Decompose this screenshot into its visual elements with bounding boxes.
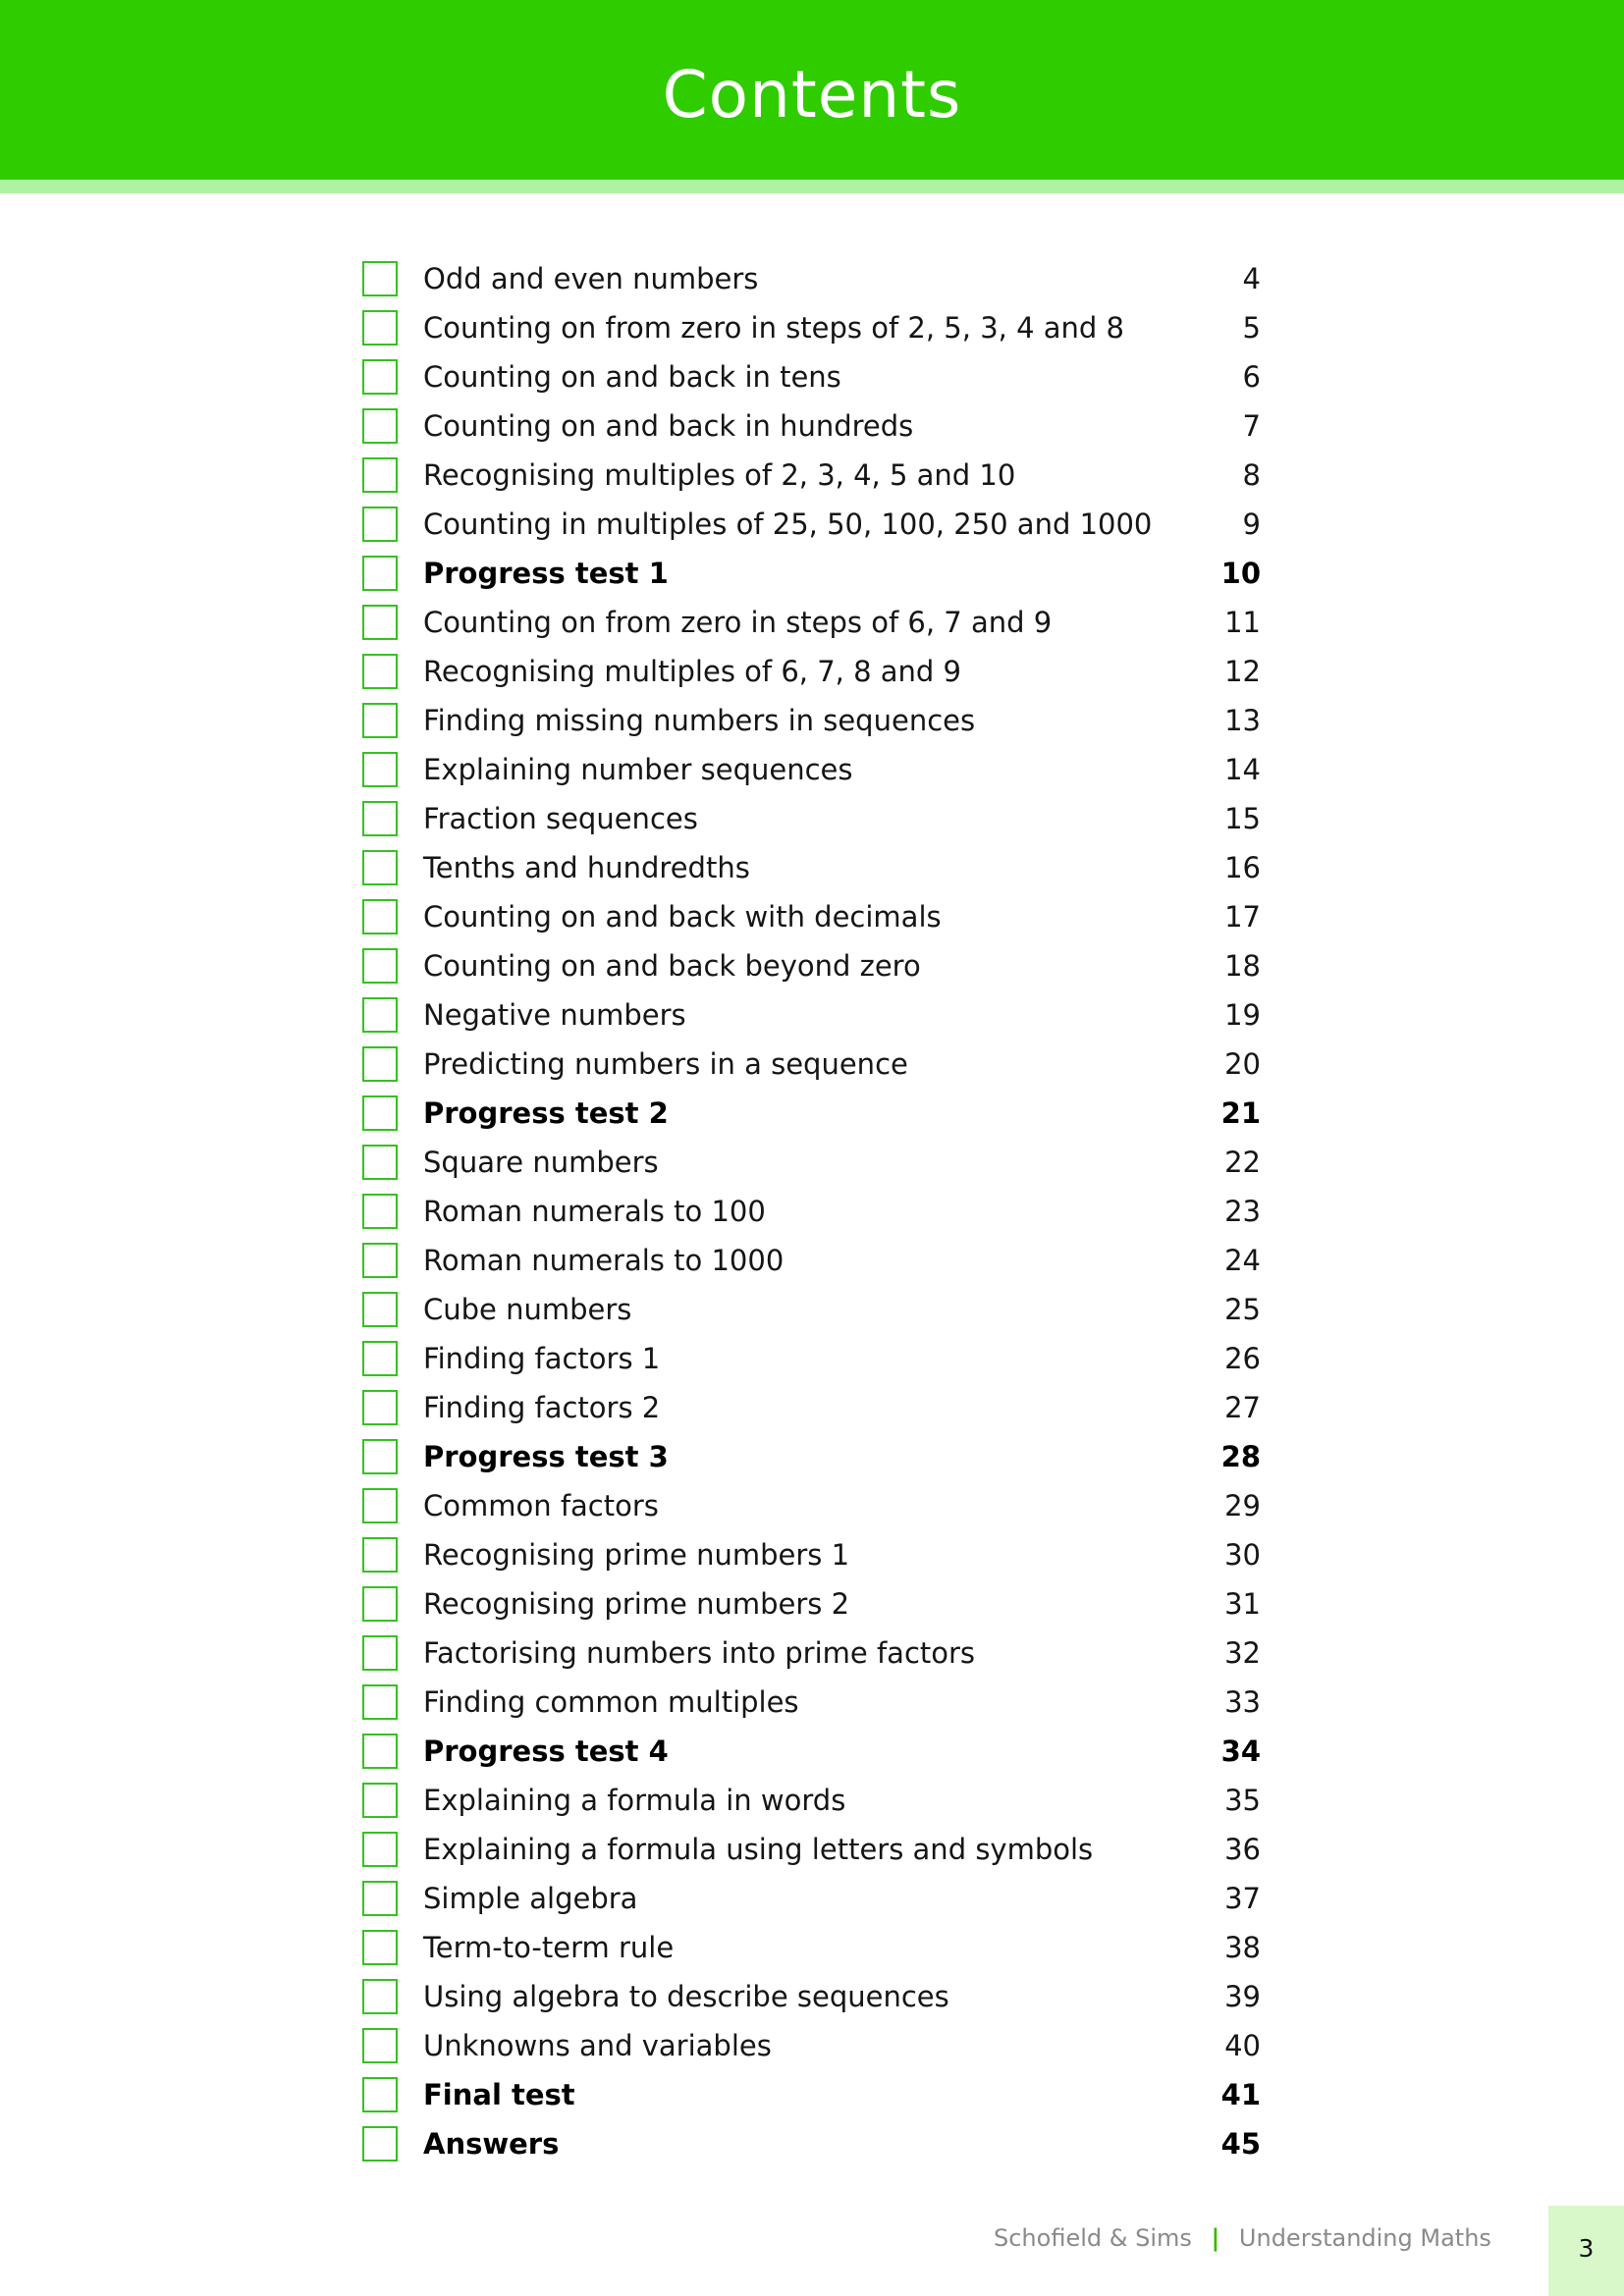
- toc-title: Counting on and back beyond zero: [423, 949, 921, 983]
- toc-row-prime-factors: [362, 1629, 1261, 1678]
- toc-row-roman-100: [362, 1187, 1261, 1236]
- toc-page-number: 7: [1242, 409, 1261, 443]
- toc-title: Final test: [423, 2078, 575, 2111]
- progress-checkbox[interactable]: [362, 1930, 398, 1965]
- toc-page-number: 23: [1224, 1195, 1261, 1228]
- progress-checkbox[interactable]: [362, 752, 398, 787]
- toc-row-square-numbers: [362, 1138, 1261, 1187]
- toc-page-number: 18: [1224, 949, 1261, 983]
- toc-page-number: 30: [1224, 1538, 1261, 1572]
- toc-title: Common factors: [423, 1489, 659, 1522]
- toc-title: Finding factors 1: [423, 1342, 661, 1375]
- toc-row-answers: [362, 2119, 1261, 2168]
- toc-row-tenths-hundredths: [362, 843, 1261, 892]
- toc-row-beyond-zero: [362, 941, 1261, 990]
- toc-row-common-factors: [362, 1481, 1261, 1530]
- toc-title: Progress test 2: [423, 1096, 669, 1130]
- progress-checkbox[interactable]: [362, 2126, 398, 2162]
- progress-checkbox[interactable]: [362, 1586, 398, 1622]
- toc-page-number: 5: [1242, 311, 1261, 345]
- toc-row-prime-numbers-1: [362, 1530, 1261, 1579]
- progress-checkbox[interactable]: [362, 1684, 398, 1720]
- toc-row-unknowns-variables: [362, 2021, 1261, 2070]
- progress-checkbox[interactable]: [362, 2077, 398, 2112]
- progress-checkbox[interactable]: [362, 1439, 398, 1474]
- toc-title: Counting on and back with decimals: [423, 900, 942, 934]
- progress-checkbox[interactable]: [362, 2028, 398, 2063]
- toc-page-number: 27: [1224, 1391, 1261, 1424]
- toc-page-number: 11: [1224, 606, 1261, 639]
- toc-page-number: 20: [1224, 1047, 1261, 1081]
- toc-title: Progress test 3: [423, 1440, 669, 1473]
- footer-separator: |: [1211, 2224, 1220, 2252]
- toc-title: Square numbers: [423, 1146, 659, 1179]
- toc-row-term-to-term: [362, 1923, 1261, 1972]
- toc-title: Counting on from zero in steps of 6, 7 and 9: [423, 606, 1053, 639]
- toc-page-number: 34: [1220, 1735, 1261, 1768]
- toc-row-counting-steps-2-5-3-4-8: [362, 303, 1261, 352]
- toc-title: Recognising multiples of 2, 3, 4, 5 and 10: [423, 458, 1016, 492]
- toc-title: Finding missing numbers in sequences: [423, 704, 976, 737]
- toc-title: Fraction sequences: [423, 802, 698, 835]
- header-stripe: [0, 180, 1624, 193]
- toc-page-number: 31: [1224, 1587, 1261, 1621]
- progress-checkbox[interactable]: [362, 1979, 398, 2014]
- toc-row-progress-test-1: [362, 549, 1261, 598]
- toc-page-number: 10: [1220, 557, 1261, 590]
- toc-page-number: 24: [1224, 1244, 1261, 1277]
- progress-checkbox[interactable]: [362, 654, 398, 689]
- toc-page-number: 4: [1242, 262, 1261, 295]
- toc-row-progress-test-3: [362, 1432, 1261, 1481]
- toc-title: Counting in multiples of 25, 50, 100, 250 and 1000: [423, 507, 1153, 541]
- toc-row-prime-numbers-2: [362, 1579, 1261, 1629]
- toc-page-number: 8: [1242, 458, 1261, 492]
- toc-row-factors-1: [362, 1334, 1261, 1383]
- toc-page-number: 15: [1224, 802, 1261, 835]
- table-of-contents: [362, 254, 1261, 2168]
- toc-page-number: 38: [1224, 1931, 1261, 1964]
- toc-row-multiples-6-7-8-9: [362, 647, 1261, 696]
- toc-title: Progress test 1: [423, 557, 669, 590]
- toc-row-negative-numbers: [362, 990, 1261, 1040]
- toc-page-number: 35: [1224, 1784, 1261, 1817]
- progress-checkbox[interactable]: [362, 1488, 398, 1523]
- toc-page-number: 26: [1224, 1342, 1261, 1375]
- progress-checkbox[interactable]: [362, 1881, 398, 1916]
- toc-page-number: 41: [1220, 2078, 1261, 2111]
- toc-page-number: 40: [1224, 2029, 1261, 2062]
- progress-checkbox[interactable]: [362, 1095, 398, 1131]
- progress-checkbox[interactable]: [362, 1390, 398, 1425]
- toc-title: Unknowns and variables: [423, 2029, 772, 2062]
- toc-row-progress-test-2: [362, 1089, 1261, 1138]
- toc-title: Roman numerals to 100: [423, 1195, 766, 1228]
- toc-title: Recognising prime numbers 2: [423, 1587, 850, 1621]
- progress-checkbox[interactable]: [362, 1194, 398, 1229]
- toc-page-number: 25: [1224, 1293, 1261, 1326]
- toc-page-number: 9: [1242, 507, 1261, 541]
- toc-row-formula-words: [362, 1776, 1261, 1825]
- toc-row-simple-algebra: [362, 1874, 1261, 1923]
- toc-title: Cube numbers: [423, 1293, 632, 1326]
- toc-row-counting-tens: [362, 352, 1261, 401]
- toc-row-fraction-sequences: [362, 794, 1261, 843]
- toc-page-number: 39: [1224, 1980, 1261, 2013]
- progress-checkbox[interactable]: [362, 1341, 398, 1376]
- toc-page-number: 14: [1224, 753, 1261, 786]
- toc-page-number: 16: [1224, 851, 1261, 884]
- progress-checkbox[interactable]: [362, 997, 398, 1033]
- toc-row-factors-2: [362, 1383, 1261, 1432]
- progress-checkbox[interactable]: [362, 556, 398, 591]
- toc-page-number: 36: [1224, 1833, 1261, 1866]
- progress-checkbox[interactable]: [362, 899, 398, 934]
- toc-page-number: 29: [1224, 1489, 1261, 1522]
- toc-row-decimals: [362, 892, 1261, 941]
- toc-title: Negative numbers: [423, 998, 686, 1032]
- progress-checkbox[interactable]: [362, 359, 398, 395]
- toc-page-number: 37: [1224, 1882, 1261, 1915]
- toc-title: Simple algebra: [423, 1882, 638, 1915]
- toc-title: Odd and even numbers: [423, 262, 759, 295]
- toc-title: Finding common multiples: [423, 1685, 799, 1719]
- toc-row-multiples-2-3-4-5-10: [362, 451, 1261, 500]
- progress-checkbox[interactable]: [362, 457, 398, 493]
- publisher-name: Schofield & Sims: [994, 2224, 1192, 2252]
- toc-page-number: 22: [1224, 1146, 1261, 1179]
- toc-title: Using algebra to describe sequences: [423, 1980, 949, 2013]
- page-number-box: [1548, 2206, 1624, 2296]
- contents-header: [0, 0, 1624, 180]
- progress-checkbox[interactable]: [362, 1145, 398, 1180]
- footer-text: [994, 2220, 1504, 2256]
- toc-title: Term-to-term rule: [423, 1931, 675, 1964]
- progress-checkbox[interactable]: [362, 801, 398, 836]
- progress-checkbox[interactable]: [362, 507, 398, 542]
- toc-page-number: 19: [1224, 998, 1261, 1032]
- toc-row-predicting-sequence: [362, 1040, 1261, 1089]
- toc-title: Explaining a formula in words: [423, 1784, 846, 1817]
- progress-checkbox[interactable]: [362, 261, 398, 296]
- progress-checkbox[interactable]: [362, 1243, 398, 1278]
- page-title: Contents: [662, 57, 962, 133]
- toc-title: Answers: [423, 2127, 560, 2161]
- progress-checkbox[interactable]: [362, 1292, 398, 1327]
- toc-row-explaining-sequences: [362, 745, 1261, 794]
- toc-row-progress-test-4: [362, 1727, 1261, 1776]
- toc-row-odd-and-even-numbers: [362, 254, 1261, 303]
- toc-page-number: 17: [1224, 900, 1261, 934]
- toc-title: Explaining a formula using letters and symbols: [423, 1833, 1094, 1866]
- toc-row-cube-numbers: [362, 1285, 1261, 1334]
- progress-checkbox[interactable]: [362, 1046, 398, 1082]
- progress-checkbox[interactable]: [362, 703, 398, 738]
- toc-page-number: 28: [1220, 1440, 1261, 1473]
- toc-page-number: 21: [1220, 1096, 1261, 1130]
- toc-title: Factorising numbers into prime factors: [423, 1636, 976, 1670]
- progress-checkbox[interactable]: [362, 1635, 398, 1671]
- page-number: 3: [1578, 2234, 1595, 2263]
- toc-title: Recognising multiples of 6, 7, 8 and 9: [423, 655, 961, 688]
- toc-title: Explaining number sequences: [423, 753, 853, 786]
- toc-page-number: 33: [1224, 1685, 1261, 1719]
- toc-page-number: 6: [1242, 360, 1261, 394]
- toc-title: Counting on and back in hundreds: [423, 409, 914, 443]
- toc-title: Tenths and hundredths: [423, 851, 750, 884]
- toc-row-final-test: [362, 2070, 1261, 2119]
- toc-page-number: 12: [1224, 655, 1261, 688]
- toc-title: Recognising prime numbers 1: [423, 1538, 850, 1572]
- toc-row-algebra-sequences: [362, 1972, 1261, 2021]
- progress-checkbox[interactable]: [362, 1832, 398, 1867]
- toc-title: Counting on from zero in steps of 2, 5, 3, 4 and 8: [423, 311, 1124, 345]
- toc-page-number: 32: [1224, 1636, 1261, 1670]
- progress-checkbox[interactable]: [362, 1734, 398, 1769]
- toc-title: Predicting numbers in a sequence: [423, 1047, 908, 1081]
- toc-title: Finding factors 2: [423, 1391, 661, 1424]
- toc-page-number: 45: [1220, 2127, 1261, 2161]
- series-name: Understanding Maths: [1238, 2224, 1491, 2252]
- progress-checkbox[interactable]: [362, 605, 398, 640]
- toc-row-missing-numbers: [362, 696, 1261, 745]
- progress-checkbox[interactable]: [362, 310, 398, 346]
- toc-row-roman-1000: [362, 1236, 1261, 1285]
- toc-row-counting-steps-6-7-9: [362, 598, 1261, 647]
- progress-checkbox[interactable]: [362, 408, 398, 444]
- toc-row-formula-symbols: [362, 1825, 1261, 1874]
- toc-row-multiples-25-50-100-250-1000: [362, 500, 1261, 549]
- progress-checkbox[interactable]: [362, 1537, 398, 1573]
- progress-checkbox[interactable]: [362, 1783, 398, 1818]
- toc-page-number: 13: [1224, 704, 1261, 737]
- toc-row-counting-hundreds: [362, 401, 1261, 451]
- progress-checkbox[interactable]: [362, 850, 398, 885]
- progress-checkbox[interactable]: [362, 948, 398, 984]
- toc-row-common-multiples: [362, 1678, 1261, 1727]
- toc-title: Roman numerals to 1000: [423, 1244, 785, 1277]
- toc-title: Counting on and back in tens: [423, 360, 841, 394]
- toc-title: Progress test 4: [423, 1735, 669, 1768]
